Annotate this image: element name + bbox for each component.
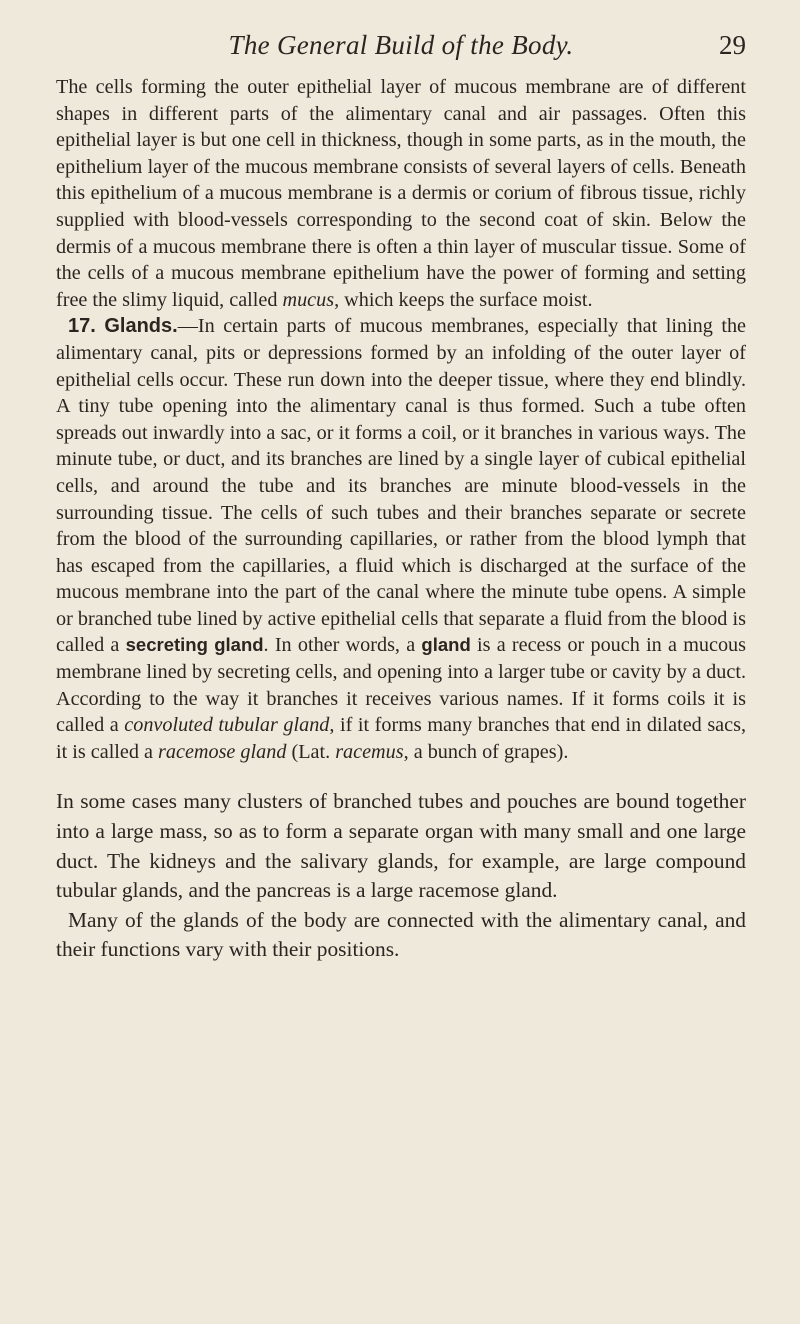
term-racemus: racemus [335, 740, 404, 763]
section-number: 17. [68, 315, 96, 338]
running-title: The General Build of the Body. [228, 30, 574, 60]
paragraph-compound-glands: In some cases many clusters of branched tubes and pouches are bound together into a large mass, so as to form a separate organ with many small and one large duct. The kidneys and the salivary glands, for example, are large compound tubular glands, and the pancreas is a large racemose gland. [56, 789, 746, 903]
term-secreting-gland: secreting gland [125, 634, 264, 656]
paragraph-1-text: The cells forming the outer epithelial layer of mucous membrane are of different shapes in different parts of the alimentary canal and air passages. Often this epithelial layer is but one cell in thickness, though in some parts, as in the mouth, the epithelium layer of the mucous membrane consists of several layers of cells. Beneath this epithelium of a mucous membrane is a dermis or corium of fibrous tissue, richly supplied with blood-vessels corresponding to the second coat of skin. Below the dermis of a mucous membrane there is often a thin layer of muscular tissue. Some of the cells of a mucous membrane epithelium have the power of forming and setting free the slimy liquid, called [56, 76, 746, 311]
glands-text-c: is a recess or pouch in a mucous membrane lined by secreting cells, and opening into a larger tube or cavity by a duct. According to the way it branches it receives various names. If it forms coils it is called a [56, 634, 746, 737]
section-heading: Glands. [104, 315, 178, 338]
term-mucus: mucus [282, 288, 335, 311]
page-number: 29 [719, 30, 746, 60]
glands-text-f: , a bunch of grapes). [403, 740, 569, 763]
glands-text-d: , if it forms many branches that end in dilated sacs, it is called a [56, 714, 747, 763]
term-gland: gland [421, 634, 471, 656]
running-head [56, 30, 746, 74]
paragraph-glands [56, 313, 746, 765]
paragraph-1-end: , which keeps the surface moist. [334, 288, 593, 311]
compound-glands-block [56, 787, 746, 965]
glands-text-e: (Lat. [286, 740, 336, 763]
glands-text-a: —In certain parts of mucous membranes, especially that lining the alimentary canal, pits or depressions formed by an infolding of the outer layer of epithelial cells occur. These run down into the deeper tissue, where they end blindly. A tiny tube opening into the alimentary canal is thus formed. Such a tube often spreads out inwardly into a sac, or it forms a coil, or it branches in various ways. The minute tube, or duct, and its branches are lined by a single layer of cubical epithelial cells, and around the tube and its branches are minute blood-vessels in the surrounding tissue. The cells of such tubes and their branches separate or secrete from the blood of the surrounding capillaries, or rather from the blood lymph that has escaped from the capillaries, a fluid which is discharged at the surface of the mucous membrane into the part of the canal where the minute tube opens. A simple or branched tube lined by active epithelial cells that separate a fluid from the blood is called a [56, 315, 746, 657]
term-convoluted-tubular-gland: convoluted tubular gland [124, 714, 330, 737]
paragraph-mucous-membrane [56, 74, 746, 313]
glands-text-b: . In other words, a [263, 634, 422, 657]
paragraph-glands-alimentary: Many of the glands of the body are connected with the alimentary canal, and their functions vary with their positions. [56, 907, 746, 962]
term-racemose-gland: racemose gland [158, 740, 287, 763]
